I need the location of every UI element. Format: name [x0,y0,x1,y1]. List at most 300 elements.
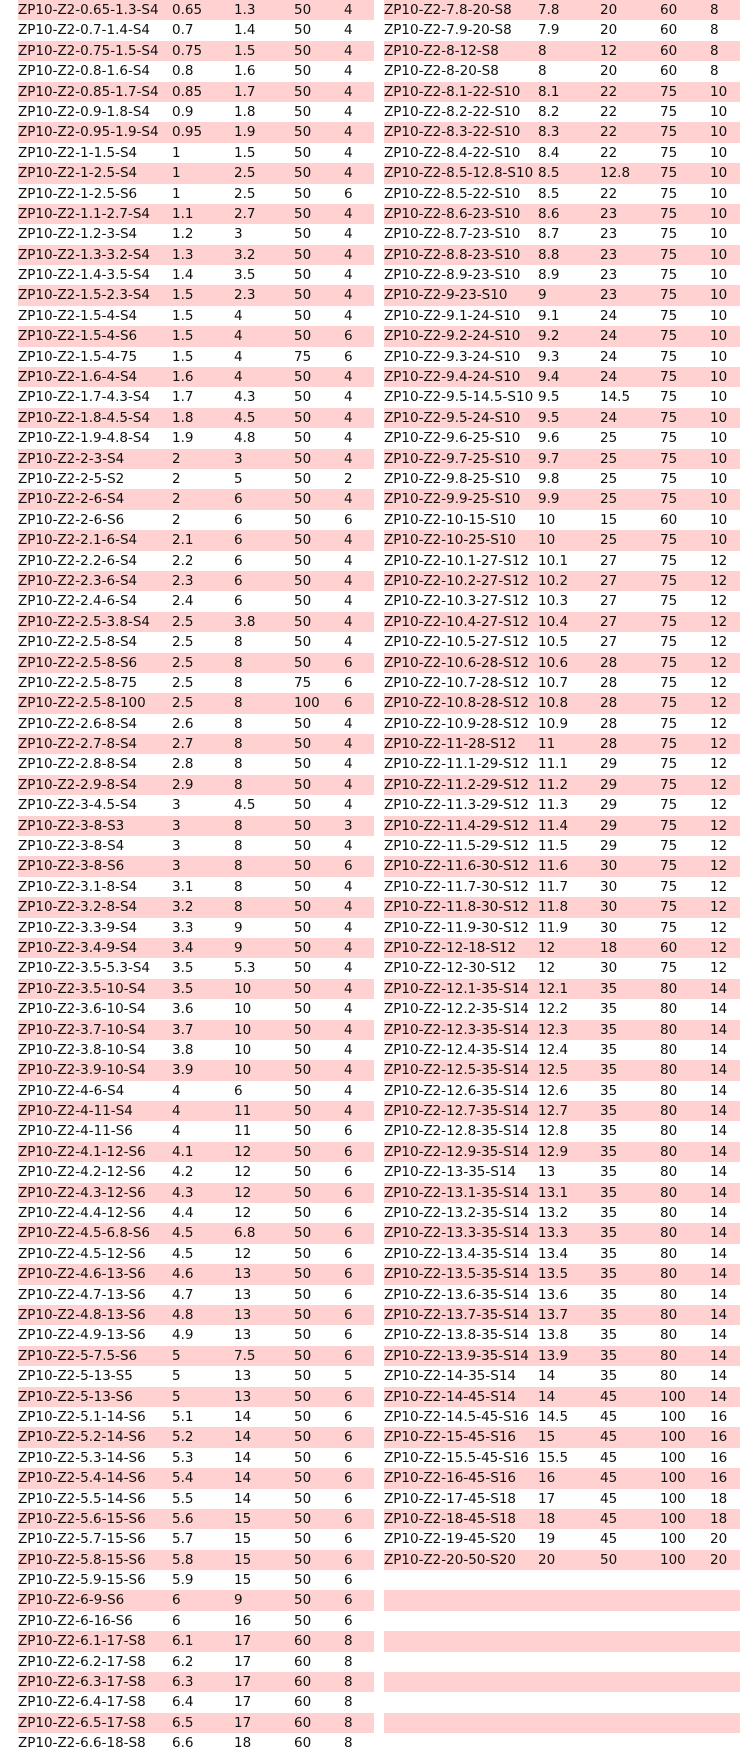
part-number-cell: ZP10-Z2-13.7-35-S14 [384,1307,529,1323]
length-cell: 80 [660,1001,678,1018]
part-number-cell: ZP10-Z2-5.3-14-S6 [18,1449,146,1466]
shank-cell: 6 [344,1510,353,1527]
dimension-b-cell: 27 [600,572,618,589]
part-number-cell: ZP10-Z2-11.2-29-S12 [384,776,529,793]
shank-cell: 10 [710,532,728,549]
part-number-cell: ZP10-Z2-14-45-S14 [384,1388,516,1405]
length-cell: 75 [660,267,678,284]
dimension-b-cell: 45 [600,1429,618,1446]
shank-cell: 4 [344,960,353,977]
length-cell: 50 [294,409,312,426]
dimension-a-cell: 4.8 [172,1307,194,1323]
table-row [18,1672,374,1692]
table-row [18,102,374,122]
dimension-b-cell: 35 [600,1205,618,1222]
dimension-b-cell: 5.3 [234,960,256,977]
length-cell: 50 [294,1225,312,1242]
dimension-a-cell: 9.4 [538,369,560,386]
part-number-cell: ZP10-Z2-7.8-20-S8 [384,2,512,18]
table-row [18,1285,374,1305]
table-row [384,1672,740,1692]
dimension-a-cell: 3.1 [172,878,194,895]
dimension-b-cell: 35 [600,1082,618,1099]
length-cell: 75 [660,430,678,447]
part-number-cell: ZP10-Z2-3-8-S4 [18,838,125,855]
table-row [18,1366,374,1386]
table-row [384,82,740,102]
table-row [18,754,374,774]
dimension-b-cell: 28 [600,654,618,671]
length-cell: 75 [660,674,678,691]
table-row [384,877,740,897]
part-number-cell: ZP10-Z2-12.3-35-S14 [384,1021,529,1038]
dimension-a-cell: 8.4 [538,144,560,161]
part-number-cell: ZP10-Z2-5.5-14-S6 [18,1490,146,1507]
dimension-b-cell: 27 [600,613,618,630]
table-row [384,1366,740,1386]
table-row [18,265,374,285]
length-cell: 75 [660,960,678,977]
dimension-a-cell: 1.7 [172,389,194,406]
shank-cell: 14 [710,1041,728,1058]
dimension-a-cell: 4 [172,1123,181,1140]
dimension-a-cell: 11.1 [538,756,569,773]
shank-cell: 4 [344,572,353,589]
table-row [18,204,374,224]
dimension-a-cell [538,1611,600,1631]
dimension-a-cell: 3.3 [172,919,194,936]
length-cell: 50 [294,1388,312,1405]
table-row [384,1407,740,1427]
length-cell: 50 [294,42,312,59]
dimension-b-cell: 45 [600,1408,618,1425]
length-cell: 80 [660,1347,678,1364]
table-row [18,387,374,407]
dimension-a-cell: 3.8 [172,1041,194,1058]
length-cell: 80 [660,1164,678,1181]
length-cell: 50 [294,1184,312,1201]
dimension-b-cell: 4 [234,369,243,386]
table-row [384,387,740,407]
shank-cell: 10 [710,144,728,161]
part-number-cell: ZP10-Z2-8.1-22-S10 [384,83,521,100]
dimension-b-cell: 10 [234,1021,252,1038]
length-cell: 50 [294,1327,312,1344]
part-number-cell: ZP10-Z2-2.5-3.8-S4 [18,613,150,630]
dimension-a-cell: 1.2 [172,226,194,243]
length-cell [660,1631,710,1651]
part-number-cell: ZP10-Z2-9.5-24-S10 [384,409,521,426]
length-cell: 50 [294,817,312,834]
dimension-a-cell: 5.4 [172,1470,194,1487]
length-cell: 50 [294,1041,312,1058]
length-cell: 80 [660,1143,678,1160]
length-cell: 75 [660,736,678,753]
table-row [384,1325,740,1345]
length-cell: 75 [660,715,678,732]
dimension-b-cell: 8 [234,674,243,691]
length-cell: 75 [660,695,678,712]
length-cell: 75 [660,919,678,936]
part-number-cell: ZP10-Z2-10.3-27-S12 [384,593,529,610]
part-number-cell: ZP10-Z2-2.5-8-S4 [18,634,138,651]
dimension-b-cell: 30 [600,919,618,936]
length-cell [660,1590,710,1610]
shank-cell: 4 [344,980,353,997]
shank-cell: 4 [344,205,353,222]
part-number-cell [384,1733,538,1753]
dimension-b-cell: 30 [600,899,618,916]
dimension-b-cell: 20 [600,2,618,18]
dimension-a-cell: 3 [172,797,181,814]
dimension-b-cell: 50 [600,1551,618,1568]
dimension-b-cell: 6 [234,552,243,569]
shank-cell: 12 [710,756,728,773]
shank-cell: 10 [710,226,728,243]
shank-cell: 10 [710,470,728,487]
length-cell [660,1692,710,1712]
table-row [384,734,740,754]
shank-cell: 14 [710,1388,728,1405]
shank-cell: 10 [710,185,728,202]
part-number-cell: ZP10-Z2-3.6-10-S4 [18,1001,146,1018]
dimension-a-cell [538,1652,600,1672]
length-cell: 80 [660,980,678,997]
length-cell: 50 [294,389,312,406]
dimension-b-cell: 15 [600,511,618,528]
shank-cell: 6 [344,328,353,345]
table-row [18,734,374,754]
length-cell: 75 [660,165,678,182]
length-cell: 100 [294,695,320,712]
table-row [18,1081,374,1101]
shank-cell: 4 [344,22,353,39]
shank-cell: 12 [710,654,728,671]
dimension-a-cell: 19 [538,1531,556,1548]
shank-cell: 8 [344,1633,353,1650]
dimension-b-cell: 13 [234,1368,252,1385]
shank-cell: 10 [710,267,728,284]
dimension-a-cell: 2.1 [172,532,194,549]
table-row [18,1733,374,1753]
length-cell: 60 [660,22,678,39]
dimension-b-cell: 18 [234,1735,252,1752]
table-row [18,449,374,469]
length-cell: 75 [660,797,678,814]
dimension-b-cell: 7.5 [234,1347,256,1364]
shank-cell: 4 [344,103,353,120]
dimension-a-cell: 1.4 [172,267,194,284]
shank-cell: 14 [710,1245,728,1262]
part-number-cell: ZP10-Z2-2-6-S6 [18,511,125,528]
length-cell: 60 [660,511,678,528]
part-number-cell: ZP10-Z2-11.6-30-S12 [384,858,529,875]
dimension-b-cell [600,1611,660,1631]
dimension-b-cell: 17 [234,1674,252,1691]
dimension-a-cell [538,1570,600,1590]
table-row [384,1713,740,1733]
length-cell: 75 [660,654,678,671]
length-cell: 80 [660,1082,678,1099]
shank-cell: 4 [344,838,353,855]
table-row [384,326,740,346]
shank-cell: 4 [344,2,353,18]
table-row [18,1652,374,1672]
part-number-cell: ZP10-Z2-10.6-28-S12 [384,654,529,671]
dimension-a-cell: 0.95 [172,124,203,141]
table-row [18,0,374,20]
length-cell: 50 [294,756,312,773]
shank-cell: 12 [710,858,728,875]
table-row [18,816,374,836]
table-row [18,20,374,40]
part-number-cell: ZP10-Z2-12.9-35-S14 [384,1143,529,1160]
table-row [384,1570,740,1590]
part-number-cell: ZP10-Z2-1-2.5-S6 [18,185,138,202]
length-cell: 75 [660,124,678,141]
length-cell: 75 [660,409,678,426]
dimension-a-cell: 4 [172,1103,181,1120]
shank-cell: 12 [710,736,728,753]
shank-cell: 6 [344,1551,353,1568]
dimension-b-cell: 23 [600,267,618,284]
part-number-cell: ZP10-Z2-4.6-13-S6 [18,1266,146,1283]
part-number-cell: ZP10-Z2-2.2-6-S4 [18,552,138,569]
length-cell: 50 [294,1021,312,1038]
length-cell: 50 [294,939,312,956]
table-row [18,1387,374,1407]
dimension-a-cell: 5.1 [172,1408,194,1425]
dimension-b-cell: 6.8 [234,1225,256,1242]
dimension-b-cell: 6 [234,1082,243,1099]
dimension-b-cell: 24 [600,328,618,345]
length-cell [660,1652,710,1672]
length-cell: 75 [660,552,678,569]
shank-cell: 4 [344,389,353,406]
shank-cell: 10 [710,430,728,447]
table-row [384,1101,740,1121]
table-row [384,571,740,591]
dimension-a-cell: 9.3 [538,348,560,365]
dimension-b-cell: 35 [600,1062,618,1079]
shank-cell [710,1611,740,1631]
left-table-column [18,0,374,1754]
length-cell: 50 [294,22,312,39]
dimension-a-cell: 2.8 [172,756,194,773]
dimension-a-cell: 6.2 [172,1653,194,1670]
shank-cell: 4 [344,430,353,447]
dimension-a-cell: 4 [172,1082,181,1099]
part-number-cell: ZP10-Z2-13.5-35-S14 [384,1266,529,1283]
part-number-cell: ZP10-Z2-1.2-3-S4 [18,226,138,243]
shank-cell: 6 [344,695,353,712]
dimension-a-cell: 12.6 [538,1082,569,1099]
dimension-a-cell: 4.6 [172,1266,194,1283]
shank-cell: 4 [344,532,353,549]
part-number-cell [384,1631,538,1651]
dimension-a-cell: 12.4 [538,1041,569,1058]
length-cell: 75 [660,470,678,487]
shank-cell: 10 [710,165,728,182]
dimension-a-cell: 5 [172,1388,181,1405]
table-row [18,1550,374,1570]
part-number-cell: ZP10-Z2-6-9-S6 [18,1592,125,1609]
shank-cell: 6 [344,1592,353,1609]
shank-cell: 14 [710,1001,728,1018]
dimension-a-cell: 17 [538,1490,556,1507]
dimension-a-cell: 2.3 [172,572,194,589]
part-number-cell: ZP10-Z2-7.9-20-S8 [384,22,512,39]
length-cell: 75 [660,532,678,549]
table-row [18,999,374,1019]
table-row [384,1509,740,1529]
length-cell: 50 [294,1286,312,1303]
table-row [18,1264,374,1284]
table-row [384,306,740,326]
length-cell: 75 [660,226,678,243]
part-number-cell [384,1692,538,1712]
dimension-a-cell: 11.7 [538,878,569,895]
part-number-cell: ZP10-Z2-9.5-14.5-S10 [384,389,534,406]
table-row [18,897,374,917]
table-row [384,265,740,285]
shank-cell: 2 [344,470,353,487]
dimension-b-cell: 22 [600,185,618,202]
length-cell: 75 [660,348,678,365]
dimension-a-cell: 6.6 [172,1735,194,1752]
table-row [18,510,374,530]
length-cell: 75 [294,348,312,365]
length-cell: 50 [294,2,312,18]
part-number-cell: ZP10-Z2-4-11-S6 [18,1123,133,1140]
length-cell: 60 [294,1714,312,1731]
dimension-b-cell: 11 [234,1123,252,1140]
table-row [384,1611,740,1631]
table-row [18,143,374,163]
shank-cell: 16 [710,1449,728,1466]
shank-cell: 6 [344,1449,353,1466]
dimension-a-cell [538,1733,600,1753]
table-row [18,958,374,978]
dimension-b-cell: 35 [600,1123,618,1140]
dimension-a-cell: 12.2 [538,1001,569,1018]
table-row [384,795,740,815]
dimension-b-cell: 27 [600,634,618,651]
dimension-b-cell: 35 [600,1184,618,1201]
dimension-b-cell: 1.9 [234,124,256,141]
table-row [18,408,374,428]
table-row [18,1509,374,1529]
table-row [18,1611,374,1631]
shank-cell: 14 [710,1266,728,1283]
dimension-b-cell: 12 [234,1205,252,1222]
table-row [18,1713,374,1733]
part-number-cell: ZP10-Z2-1-1.5-S4 [18,144,138,161]
length-cell: 60 [660,42,678,59]
part-number-cell: ZP10-Z2-4-6-S4 [18,1082,125,1099]
dimension-a-cell: 5.5 [172,1490,194,1507]
length-cell: 75 [660,593,678,610]
table-row [384,20,740,40]
dimension-a-cell: 1.8 [172,409,194,426]
length-cell: 50 [294,165,312,182]
dimension-b-cell [600,1672,660,1692]
shank-cell: 4 [344,939,353,956]
dimension-a-cell [538,1692,600,1712]
shank-cell: 4 [344,776,353,793]
table-row [18,224,374,244]
part-number-cell: ZP10-Z2-11.4-29-S12 [384,817,529,834]
dimension-b-cell: 8 [234,654,243,671]
dimension-a-cell: 5.8 [172,1551,194,1568]
dimension-b-cell: 23 [600,246,618,263]
length-cell: 50 [294,1408,312,1425]
part-number-cell: ZP10-Z2-0.95-1.9-S4 [18,124,159,141]
part-number-cell: ZP10-Z2-3.5-5.3-S4 [18,960,150,977]
length-cell: 60 [294,1735,312,1752]
part-number-cell: ZP10-Z2-2.4-6-S4 [18,593,138,610]
length-cell: 60 [294,1694,312,1711]
dimension-b-cell: 8 [234,695,243,712]
part-number-cell: ZP10-Z2-15-45-S16 [384,1429,516,1446]
shank-cell [710,1631,740,1651]
dimension-a-cell: 11.9 [538,919,569,936]
length-cell: 50 [294,1103,312,1120]
dimension-a-cell: 2.6 [172,715,194,732]
length-cell: 50 [294,1205,312,1222]
dimension-a-cell: 2.9 [172,776,194,793]
dimension-b-cell: 8 [234,878,243,895]
dimension-b-cell: 30 [600,858,618,875]
part-number-cell [384,1672,538,1692]
length-cell: 75 [660,205,678,222]
shank-cell: 16 [710,1429,728,1446]
shank-cell: 14 [710,1307,728,1323]
length-cell [660,1713,710,1733]
dimension-a-cell: 2.2 [172,552,194,569]
length-cell: 80 [660,1103,678,1120]
part-number-cell: ZP10-Z2-11.1-29-S12 [384,756,529,773]
dimension-a-cell: 4.2 [172,1164,194,1181]
table-row [384,1121,740,1141]
part-number-cell: ZP10-Z2-11.5-29-S12 [384,838,529,855]
dimension-b-cell: 27 [600,552,618,569]
shank-cell: 12 [710,552,728,569]
length-cell: 50 [294,1531,312,1548]
length-cell: 50 [294,838,312,855]
part-number-cell: ZP10-Z2-15.5-45-S16 [384,1449,529,1466]
dimension-b-cell: 30 [600,878,618,895]
table-row [18,1203,374,1223]
shank-cell: 20 [710,1531,728,1548]
shank-cell: 6 [344,1572,353,1589]
shank-cell: 4 [344,409,353,426]
dimension-b-cell: 14 [234,1490,252,1507]
length-cell: 75 [660,756,678,773]
dimension-a-cell: 3.5 [172,980,194,997]
shank-cell: 12 [710,695,728,712]
shank-cell: 12 [710,817,728,834]
length-cell: 50 [294,205,312,222]
dimension-a-cell: 9 [538,287,547,304]
part-number-cell: ZP10-Z2-12.4-35-S14 [384,1041,529,1058]
table-row [18,612,374,632]
shank-cell: 4 [344,287,353,304]
dimension-a-cell: 10 [538,532,556,549]
dimension-b-cell: 15 [234,1531,252,1548]
shank-cell: 6 [344,858,353,875]
part-number-cell: ZP10-Z2-13.2-35-S14 [384,1205,529,1222]
